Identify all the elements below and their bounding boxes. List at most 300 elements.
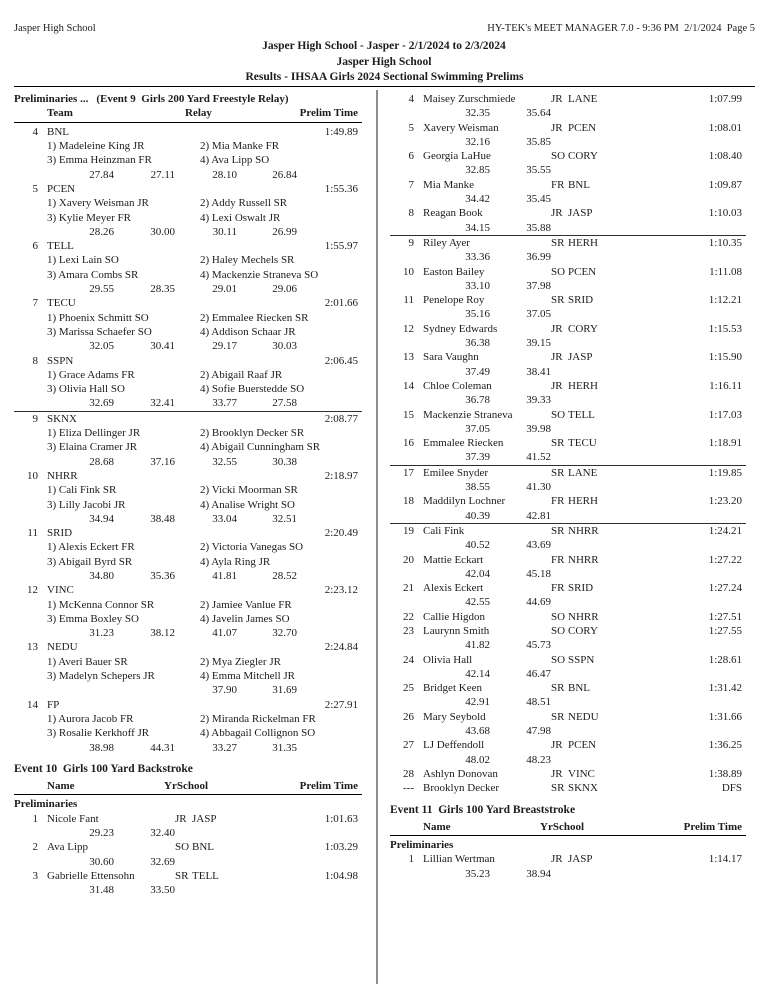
- splits-row: [390, 307, 746, 321]
- rank: 11: [27, 527, 38, 540]
- spacer: [414, 236, 423, 250]
- prelim-time: 1:01.63: [324, 812, 358, 825]
- relay-entry: [14, 354, 362, 411]
- splits-row: [390, 279, 746, 293]
- result-entry: [390, 350, 746, 379]
- prelim-time: 2:20.49: [324, 527, 358, 540]
- rank: 10: [403, 265, 414, 278]
- swimmer-name: Callie Higdon: [423, 610, 486, 623]
- school-code: JASP: [568, 207, 593, 220]
- result-row: [390, 624, 746, 638]
- split-1: 42.91: [465, 696, 490, 709]
- splits-row: [14, 741, 362, 755]
- swimmer-year: JR: [551, 322, 563, 335]
- relay-result-row: [14, 239, 362, 253]
- splits-row: [14, 626, 362, 640]
- swimmer-year: SR: [551, 466, 565, 479]
- split-2: 47.98: [526, 725, 551, 738]
- rank: 22: [403, 610, 414, 623]
- spacer: [414, 92, 423, 106]
- prelim-time: 1:10.03: [708, 207, 742, 220]
- splits-row: [14, 396, 362, 410]
- spacer: [414, 852, 423, 866]
- prelim-time: 1:31.42: [708, 682, 742, 695]
- preliminaries-label: Preliminaries: [14, 798, 78, 811]
- split-2: 37.05: [526, 308, 551, 321]
- rank: 13: [403, 351, 414, 364]
- school-code: TELL: [568, 408, 595, 421]
- school-code: PCEN: [568, 739, 597, 752]
- spacer: [38, 239, 47, 253]
- rank: 17: [403, 466, 414, 479]
- relay-legs-row: [14, 655, 362, 669]
- relay-leg-2: 2) Jamiee Vanlue FR: [200, 598, 292, 611]
- result-entry: [390, 121, 746, 150]
- prelim-time: 1:04.98: [324, 869, 358, 882]
- team-code: TELL: [47, 240, 74, 253]
- spacer: [38, 583, 47, 597]
- relay-legs-row: [14, 669, 362, 683]
- event9-title: (Event 9 Girls 200 Yard Freestyle Relay): [96, 93, 289, 105]
- swimmer-year: SR: [551, 710, 565, 723]
- split-3: 30.11: [212, 225, 237, 238]
- result-entry: [390, 436, 746, 465]
- relay-legs-row: [14, 211, 362, 225]
- relay-legs-row: [14, 325, 362, 339]
- spacer: [390, 163, 423, 177]
- spacer: [390, 192, 423, 206]
- event11-title: Event 11 Girls 100 Yard Breaststroke: [390, 803, 576, 816]
- swimmer-year: SO: [551, 265, 566, 278]
- result-row: [390, 436, 746, 450]
- splits-row: [14, 512, 362, 526]
- spacer: [14, 253, 47, 267]
- result-row: [390, 121, 746, 135]
- split-2: 39.15: [526, 337, 551, 350]
- result-row: [390, 206, 746, 220]
- result-entry: [14, 812, 362, 841]
- split-2: 35.64: [526, 107, 551, 120]
- rank: 1: [408, 853, 414, 866]
- swimmer-name: Emmalee Riecken: [423, 437, 504, 450]
- relay-leg-3: 3) Rosalie Kerkhoff JR: [47, 727, 150, 740]
- split-4: 26.99: [272, 225, 297, 238]
- split-1: 34.80: [89, 570, 114, 582]
- relay-legs-row: [14, 268, 362, 282]
- relay-leg-2: 2) Vicki Moorman SR: [200, 484, 298, 497]
- split-1: 34.15: [465, 221, 490, 234]
- relay-leg-4: 4) Addison Schaar JR: [200, 325, 296, 338]
- relay-leg-3: 3) Emma Heinzman FR: [47, 154, 152, 167]
- left-column: [14, 92, 362, 897]
- school-code: LANE: [568, 93, 598, 105]
- school-code: CORY: [568, 322, 598, 335]
- school-code: NHRR: [568, 553, 599, 566]
- spacer: [414, 494, 423, 508]
- split-2: 32.40: [150, 826, 175, 839]
- spacer: [414, 710, 423, 724]
- result-entry: [390, 494, 746, 523]
- prelim-time: 2:01.66: [324, 297, 358, 310]
- result-row: [14, 812, 362, 826]
- swimmer-name: Ashlyn Donovan: [423, 767, 498, 780]
- split-3: 41.81: [212, 570, 237, 582]
- swimmer-year: SR: [551, 524, 565, 537]
- relay-leg-3: 3) Olivia Hall SO: [47, 383, 125, 396]
- split-1: 32.35: [465, 107, 490, 120]
- prelim-time: 1:24.21: [708, 524, 742, 537]
- relay-entry-list: [14, 125, 362, 755]
- splits-row: [390, 753, 746, 767]
- split-2: 43.69: [526, 539, 551, 552]
- result-entry: [390, 624, 746, 653]
- result-entry: [390, 653, 746, 682]
- relay-leg-1: 1) Eliza Dellinger JR: [47, 427, 141, 440]
- relay-legs-row: [14, 712, 362, 726]
- split-3: 29.17: [212, 340, 237, 353]
- rank: 24: [403, 653, 414, 666]
- swimmer-name: Easton Bailey: [423, 265, 485, 278]
- prelim-time: 1:15.53: [708, 322, 742, 335]
- prelim-time: 1:15.90: [708, 351, 742, 364]
- swimmer-year: JR: [551, 207, 563, 220]
- swimmer-year: JR: [551, 351, 563, 364]
- spacer: [14, 396, 47, 410]
- event10-entry-list-right: [390, 92, 746, 796]
- spacer: [14, 555, 47, 569]
- swimmer-year: SR: [551, 682, 565, 695]
- relay-result-row: [14, 412, 362, 426]
- prelim-time: 1:12.21: [708, 294, 742, 307]
- rank: 3: [32, 869, 38, 882]
- split-1: 32.05: [89, 340, 114, 353]
- split-4: 30.03: [272, 340, 297, 353]
- split-1: 29.55: [89, 283, 114, 296]
- prelim-time: 1:14.17: [708, 853, 742, 866]
- swimmer-name: Maisey Zurschmiede: [423, 93, 516, 105]
- relay-entry: [14, 469, 362, 526]
- split-2: 28.35: [150, 283, 175, 296]
- split-1: 42.14: [465, 667, 490, 680]
- right-column: [390, 92, 746, 881]
- split-2: 38.41: [526, 365, 551, 378]
- prelim-time: 1:36.25: [708, 739, 742, 752]
- result-entry: [390, 235, 746, 265]
- rank: 20: [403, 553, 414, 566]
- split-1: 27.84: [89, 168, 114, 181]
- rank: 5: [32, 182, 38, 195]
- rank: 19: [403, 524, 414, 537]
- relay-legs-row: [14, 612, 362, 626]
- swimmer-name: Nicole Fant: [47, 812, 99, 825]
- spacer: [414, 408, 423, 422]
- relay-legs-row: [14, 540, 362, 554]
- split-1: 32.85: [465, 164, 490, 177]
- relay-legs-row: [14, 153, 362, 167]
- rank: 25: [403, 682, 414, 695]
- result-entry: [390, 767, 746, 781]
- split-4: 32.70: [272, 627, 297, 640]
- page-header-row: [14, 23, 755, 35]
- swimmer-name: Mattie Eckart: [423, 553, 484, 566]
- school-code: SRID: [568, 582, 594, 595]
- swimmer-year: FR: [551, 178, 565, 191]
- prelim-time: 1:16.11: [709, 379, 742, 392]
- relay-leg-3: 3) Marissa Schaefer SO: [47, 325, 152, 338]
- result-row: [390, 710, 746, 724]
- host-school-title: Jasper High School: [336, 56, 432, 68]
- relay-leg-3: 3) Amara Combs SR: [47, 268, 139, 281]
- swimmer-year: JR: [551, 767, 563, 780]
- result-row: [390, 653, 746, 667]
- split-1: 32.69: [89, 397, 114, 410]
- relay-leg-1: 1) Alexis Eckert FR: [47, 541, 135, 554]
- spacer: [14, 669, 47, 683]
- results-title-rule: [14, 70, 755, 87]
- result-entry: [390, 92, 746, 121]
- split-1: 42.55: [465, 596, 490, 609]
- prelim-time: 2:24.84: [324, 641, 358, 654]
- relay-leg-3: 3) Madelyn Schepers JR: [47, 670, 155, 683]
- swimmer-year: SR: [551, 294, 565, 307]
- relay-legs-row: [14, 555, 362, 569]
- spacer: [390, 250, 423, 264]
- rank: 18: [403, 495, 414, 508]
- swimmer-name: Alexis Eckert: [423, 582, 484, 595]
- result-row: [390, 149, 746, 163]
- school-code: NHRR: [568, 610, 599, 623]
- relay-entry: [14, 125, 362, 182]
- relay-leg-3: 3) Lilly Jacobi JR: [47, 498, 126, 511]
- team-column-header: Team: [47, 107, 73, 120]
- spacer: [390, 450, 423, 464]
- rank: 7: [408, 178, 414, 191]
- split-2: [114, 683, 175, 697]
- meet-manager-info: HY-TEK's MEET MANAGER 7.0 - 9:36 PM 2/1/2024 Page 5: [487, 23, 755, 34]
- relay-leg-2: 2) Haley Mechels SR: [200, 254, 295, 267]
- result-row: [390, 379, 746, 393]
- swimmer-year: SR: [551, 782, 565, 795]
- swimmer-name: Penelope Roy: [423, 294, 485, 307]
- spacer: [38, 182, 47, 196]
- split-2: 45.73: [526, 639, 551, 652]
- swimmer-name: Olivia Hall: [423, 653, 473, 666]
- spacer: [390, 365, 423, 379]
- spacer: [414, 466, 423, 480]
- relay-entry: [14, 411, 362, 469]
- spacer: [14, 741, 47, 755]
- school-code: SKNX: [568, 782, 598, 795]
- result-row: [390, 466, 746, 480]
- split-3: 33.27: [212, 741, 237, 754]
- swimmer-year: FR: [551, 582, 565, 595]
- swimmer-name: Brooklyn Decker: [423, 782, 500, 795]
- splits-row: [14, 683, 362, 697]
- team-code: SSPN: [47, 354, 74, 367]
- spacer: [14, 440, 47, 454]
- spacer: [14, 779, 47, 795]
- school-code: CORY: [568, 150, 598, 163]
- splits-row: [390, 638, 746, 652]
- relay-table-header: [14, 106, 362, 123]
- spacer: [14, 225, 47, 239]
- spacer: [414, 265, 423, 279]
- split-4: 31.69: [272, 684, 297, 697]
- split-1: 35.16: [465, 308, 490, 321]
- result-entry: [14, 869, 362, 898]
- result-row: [14, 840, 362, 854]
- split-3: 33.04: [212, 512, 237, 525]
- relay-leg-1: 1) Grace Adams FR: [47, 368, 135, 381]
- rank: 8: [408, 207, 414, 220]
- split-2: 32.69: [150, 855, 175, 868]
- swimmer-name: Riley Ayer: [423, 236, 470, 249]
- prelim-time-column-header: Prelim Time: [299, 107, 358, 120]
- result-entry: [390, 581, 746, 610]
- result-row: [390, 610, 746, 624]
- swimmer-year: SO: [175, 841, 190, 854]
- team-code: SRID: [47, 527, 73, 540]
- swimmer-name: Reagan Book: [423, 207, 483, 220]
- school-code: VINC: [568, 767, 595, 780]
- rank: 23: [403, 624, 414, 637]
- split-2: 41.52: [526, 451, 551, 464]
- spacer: [414, 121, 423, 135]
- swimmer-name: Laurynn Smith: [423, 624, 490, 637]
- result-entry: [390, 781, 746, 795]
- preliminaries-continued-label: Preliminaries ...: [14, 93, 89, 105]
- rank: 5: [408, 121, 414, 134]
- swimmer-year: SO: [551, 610, 566, 623]
- relay-result-row: [14, 125, 362, 139]
- swimmer-year: SR: [551, 437, 565, 450]
- result-entry: [390, 465, 746, 495]
- split-2: 37.98: [526, 279, 551, 292]
- spacer: [390, 279, 423, 293]
- splits-row: [14, 826, 362, 840]
- spacer: [390, 106, 423, 120]
- prelim-time: 1:27.22: [708, 553, 742, 566]
- relay-legs-row: [14, 139, 362, 153]
- relay-entry: [14, 182, 362, 239]
- swimmer-name: Xavery Weisman: [423, 121, 499, 134]
- split-1: 40.39: [465, 509, 490, 522]
- spacer: [38, 640, 47, 654]
- spacer: [14, 626, 47, 640]
- spacer: [414, 624, 423, 638]
- split-4: 26.84: [272, 168, 297, 181]
- event10-title: Event 10 Girls 100 Yard Backstroke: [14, 762, 193, 775]
- spacer: [390, 538, 423, 552]
- prelim-time: 2:27.91: [324, 698, 358, 711]
- result-entry: [390, 610, 746, 624]
- event11-entry-list: [390, 852, 746, 881]
- spacer: [414, 293, 423, 307]
- school-code: JASP: [192, 812, 217, 825]
- result-row: [390, 350, 746, 364]
- relay-leg-3: 3) Kylie Meyer FR: [47, 211, 132, 224]
- split-1: 43.68: [465, 725, 490, 738]
- spacer: [14, 826, 47, 840]
- split-2: 46.47: [526, 667, 551, 680]
- relay-legs-row: [14, 311, 362, 325]
- school-code: NHRR: [568, 524, 599, 537]
- prelim-time: 1:11.08: [709, 265, 742, 278]
- relay-leg-2: 2) Mia Manke FR: [200, 140, 280, 153]
- split-4: 29.06: [272, 283, 297, 296]
- split-1: 41.82: [465, 639, 490, 652]
- split-3: 41.07: [212, 627, 237, 640]
- split-2: 35.55: [526, 164, 551, 177]
- spacer: [14, 598, 47, 612]
- rank: 14: [27, 698, 38, 711]
- split-4: 32.51: [272, 512, 297, 525]
- spacer: [414, 781, 423, 795]
- split-1: 34.94: [89, 512, 114, 525]
- split-2: 48.51: [526, 696, 551, 709]
- rank: 12: [27, 584, 38, 597]
- spacer: [414, 379, 423, 393]
- prelim-time: 1:38.89: [708, 767, 742, 780]
- rank: 27: [403, 739, 414, 752]
- split-1: 40.52: [465, 539, 490, 552]
- school-code: HERH: [568, 236, 598, 249]
- split-2: 48.23: [526, 753, 551, 766]
- swimmer-name: Georgia LaHue: [423, 150, 491, 163]
- prelim-time: 2:18.97: [324, 469, 358, 482]
- spacer: [390, 567, 423, 581]
- result-row: [390, 236, 746, 250]
- spacer: [414, 322, 423, 336]
- result-row: [390, 322, 746, 336]
- split-2: 39.33: [526, 394, 551, 407]
- rank: 10: [27, 469, 38, 482]
- spacer: [414, 553, 423, 567]
- split-2: 38.48: [150, 512, 175, 525]
- swimmer-year: JR: [551, 739, 563, 752]
- swimmer-year: JR: [175, 812, 187, 825]
- column-divider: [376, 90, 378, 984]
- result-row: [390, 408, 746, 422]
- spacer: [390, 393, 423, 407]
- spacer: [14, 382, 47, 396]
- splits-row: [390, 135, 746, 149]
- swimmer-name: LJ Deffendoll: [423, 739, 485, 752]
- swimmer-year: JR: [551, 379, 563, 392]
- relay-result-row: [14, 296, 362, 310]
- splits-row: [390, 192, 746, 206]
- splits-row: [390, 867, 746, 881]
- relay-leg-1: 1) Averi Bauer SR: [47, 655, 128, 668]
- split-4: 31.35: [272, 741, 297, 754]
- school-code: SSPN: [568, 653, 595, 666]
- spacer: [14, 683, 47, 697]
- school-code: BNL: [568, 178, 590, 191]
- splits-row: [14, 225, 362, 239]
- school-code: CORY: [568, 624, 598, 637]
- rank: 6: [408, 150, 414, 163]
- split-1: 37.39: [465, 451, 490, 464]
- spacer: [390, 867, 423, 881]
- relay-result-row: [14, 469, 362, 483]
- split-2: 44.69: [526, 596, 551, 609]
- rank: 7: [32, 297, 38, 310]
- spacer: [38, 296, 47, 310]
- relay-leg-2: 2) Miranda Rickelman FR: [200, 712, 316, 725]
- school-code: LANE: [568, 466, 598, 479]
- swimmer-year: FR: [551, 495, 565, 508]
- prelim-time: 2:06.45: [324, 354, 358, 367]
